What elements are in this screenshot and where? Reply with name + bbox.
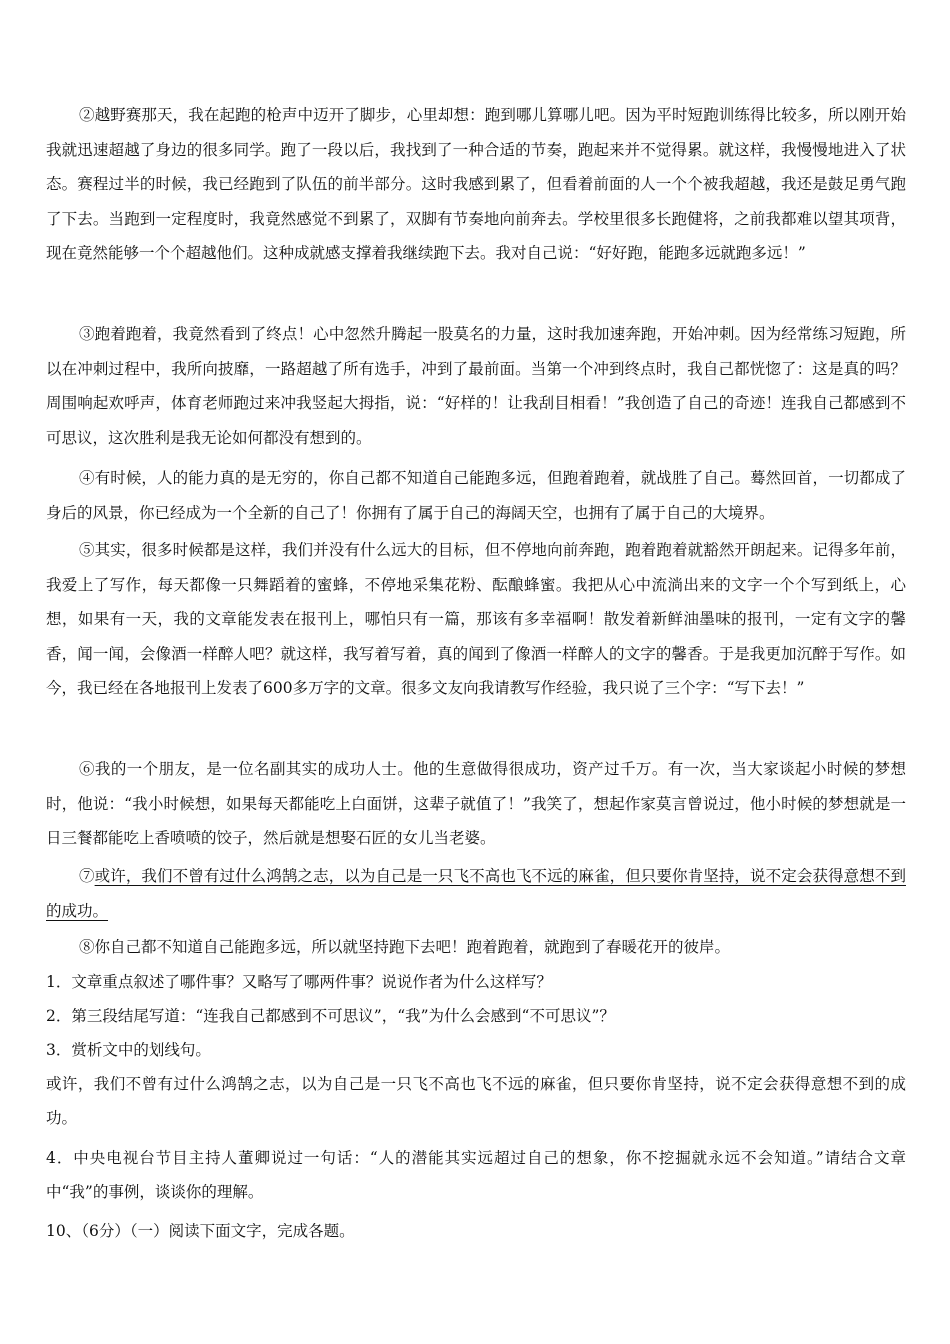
paragraph-7 — [46, 859, 906, 928]
underlined-sentence: 或许，我们不曾有过什么鸿鹄之志，以为自己是一只飞不高也飞不远的麻雀，但只要你肯坚持，说不定会获得意想不到的成功。 — [46, 867, 906, 920]
paragraph-4: ④有时候，人的能力真的是无穷的，你自己都不知道自己能跑多远，但跑着跑着，就战胜了自己。蓦然回首，一切都成了身后的风景，你已经成为一个全新的自己了！你拥有了属于自己的海阔天空，也拥有了属于自己的大境界。 — [46, 469, 906, 522]
paragraph-7-number: ⑦ — [79, 867, 95, 885]
paragraph-8: ⑧你自己都不知道自己能跑多远，所以就坚持跑下去吧！跑着跑着，就跑到了春暖花开的彼岸。 — [79, 938, 731, 956]
paragraph-2: ②越野赛那天，我在起跑的枪声中迈开了脚步，心里却想：跑到哪儿算哪儿吧。因为平时短跑训练得比较多，所以刚开始我就迅速超越了身边的很多同学。跑了一段以后，我找到了一种合适的节奏，跑起来并不觉得累。就这样，我慢慢地进入了状态。赛程过半的时候，我已经跑到了队伍的前半部分。这时我感到累了，但看着前面的人一个个被我超越，我还是鼓足勇气跑了下去。当跑到一定程度时，我竟然感觉不到累了，双脚有节奏地向前奔去。学校里很多长跑健将，之前我都难以望其项背，现在竟然能够一个个超越他们。这种成就感支撑着我继续跑下去。我对自己说：“好好跑，能跑多远就跑多远！” — [46, 106, 906, 262]
paragraph-5: ⑤其实，很多时候都是这样，我们并没有什么远大的目标，但不停地向前奔跑，跑着跑着就豁然开朗起来。记得多年前，我爱上了写作，每天都像一只舞蹈着的蜜蜂，不停地采集花粉、酝酿蜂蜜。我把从心中流淌出来的文字一个个写到纸上，心想，如果有一天，我的文章能发表在报刊上，哪怕只有一篇，那该有多幸福啊！散发着新鲜油墨味的报刊，一定有文字的馨香，闻一闻，会像酒一样醉人吧？就这样，我写着写着，真的闻到了像酒一样醉人的文字的馨香。于是我更加沉醉于写作。如今，我已经在各地报刊上发表了600多万字的文章。很多文友向我请教写作经验，我只说了三个字：“写下去！” — [46, 541, 906, 697]
paragraph-6: ⑥我的一个朋友，是一位名副其实的成功人士。他的生意做得很成功，资产过千万。有一次，当大家谈起小时候的梦想时，他说：“我小时候想，如果每天都能吃上白面饼，这辈子就值了！”我笑了，想起作家莫言曾说过，他小时候的梦想就是一日三餐都能吃上香喷喷的饺子，然后就是想娶石匠的女儿当老婆。 — [46, 760, 906, 847]
question-10-heading: 10、（6分）（一）阅读下面文字，完成各题。 — [46, 1222, 355, 1240]
question-4: 4．中央电视台节目主持人董卿说过一句话：“人的潜能其实远超过自己的想象，你不挖掘就永远不会知道。”请结合文章中“我”的事例，谈谈你的理解。 — [46, 1149, 906, 1201]
question-1: 1．文章重点叙述了哪件事？又略写了哪两件事？说说作者为什么这样写？ — [46, 973, 552, 991]
question-2: 2．第三段结尾写道：“连我自己都感到不可思议”，“我”为什么会感到“不可思议”？ — [46, 1007, 615, 1025]
question-3-quote: 或许，我们不曾有过什么鸿鹄之志，以为自己是一只飞不高也飞不远的麻雀，但只要你肯坚持，说不定会获得意想不到的成功。 — [46, 1075, 906, 1127]
paragraph-3: ③跑着跑着，我竟然看到了终点！心中忽然升腾起一股莫名的力量，这时我加速奔跑，开始冲刺。因为经常练习短跑，所以在冲刺过程中，我所向披靡，一路超越了所有选手，冲到了最前面。当第一个冲到终点时，我自己都恍惚了：这是真的吗？周围响起欢呼声，体育老师跑过来冲我竖起大拇指，说：“好样的！让我刮目相看！”我创造了自己的奇迹！连我自己都感到不可思议，这次胜利是我无论如何都没有想到的。 — [46, 325, 906, 447]
question-3: 3．赏析文中的划线句。 — [46, 1041, 211, 1059]
